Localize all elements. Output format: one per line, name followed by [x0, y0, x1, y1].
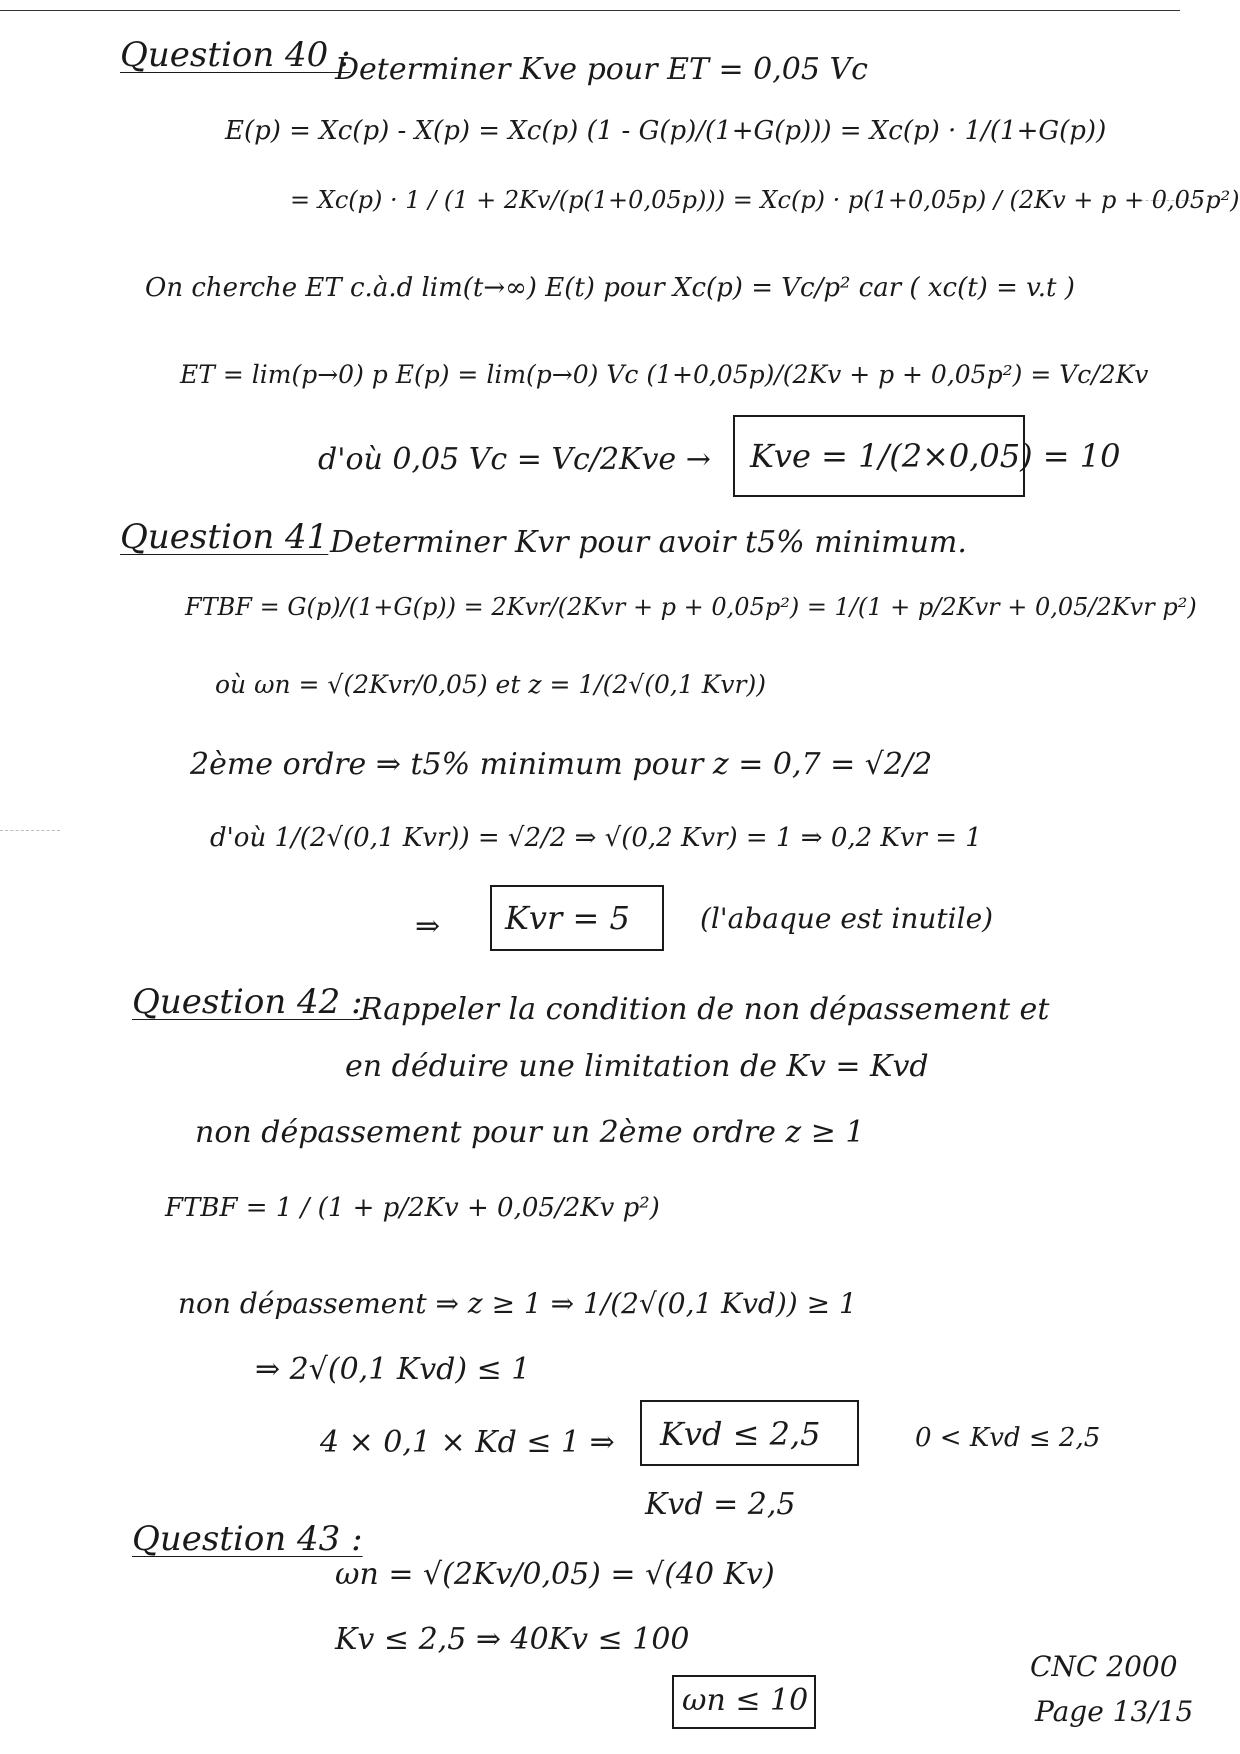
- q43-eq2: Kv ≤ 2,5 ⇒ 40Kv ≤ 100: [335, 1622, 690, 1657]
- top-rule: [0, 10, 1180, 11]
- q41-prompt: Determiner Kvr pour avoir t5% minimum.: [330, 525, 967, 560]
- q40-prompt: Determiner Kve pour ET = 0,05 Vc: [335, 52, 868, 87]
- q42-prompt-line2: en déduire une limitation de Kv = Kvd: [345, 1049, 929, 1084]
- q42-eq4: ⇒ 2√(0,1 Kvd) ≤ 1: [255, 1352, 531, 1387]
- q41-eq4: d'où 1/(2√(0,1 Kvr)) = √2/2 ⇒ √(0,2 Kvr) = 1 ⇒ 0,2 Kvr = 1: [210, 823, 982, 853]
- q43-eq1: ωn = √(2Kv/0,05) = √(40 Kv): [335, 1557, 775, 1592]
- q43-result: ωn ≤ 10: [682, 1683, 809, 1718]
- q41-eq5: ⇒: [415, 909, 441, 944]
- q40-eq1: E(p) = Xc(p) - X(p) = Xc(p) (1 - G(p)/(1+G(p))) = Xc(p) · 1/(1+G(p)): [225, 116, 1107, 146]
- q41-result: Kvr = 5: [505, 899, 630, 937]
- q41-eq2: où ωn = √(2Kvr/0,05) et z = 1/(2√(0,1 Kvr)): [215, 670, 766, 699]
- q42-range: 0 < Kvd ≤ 2,5: [915, 1423, 1101, 1453]
- q42-eq1: non dépassement pour un 2ème ordre z ≥ 1: [195, 1115, 865, 1150]
- q41-heading: Question 41: [120, 517, 329, 557]
- q42-heading: Question 42 :: [132, 982, 363, 1022]
- q42-prompt-line1: Rappeler la condition de non dépassement et: [360, 992, 1050, 1027]
- q42-value: Kvd = 2,5: [645, 1487, 796, 1522]
- q40-eq2: = Xc(p) · 1 / (1 + 2Kv/(p(1+0,05p))) = Xc(p) · p(1+0,05p) / (2Kv + p + 0,05p²): [290, 186, 1240, 214]
- q40-result: Kve = 1/(2×0,05) = 10: [750, 437, 1121, 475]
- footer-page: Page 13/15: [1035, 1695, 1194, 1728]
- q41-note: (l'abaque est inutile): [700, 902, 994, 935]
- q42-eq5: 4 × 0,1 × Kd ≤ 1 ⇒: [320, 1425, 615, 1460]
- left-dotted-line: [0, 830, 60, 831]
- q41-eq3: 2ème ordre ⇒ t5% minimum pour z = 0,7 = √2/2: [190, 747, 933, 782]
- q43-heading: Question 43 :: [132, 1519, 363, 1559]
- q40-heading: Question 40 :: [120, 35, 351, 75]
- q40-eq5: d'où 0,05 Vc = Vc/2Kve →: [318, 442, 711, 477]
- q40-eq4: ET = lim(p→0) p E(p) = lim(p→0) Vc (1+0,05p)/(2Kv + p + 0,05p²) = Vc/2Kv: [180, 360, 1149, 389]
- footer-exam: CNC 2000: [1030, 1650, 1178, 1683]
- q42-eq2: FTBF = 1 / (1 + p/2Kv + 0,05/2Kv p²): [165, 1193, 660, 1223]
- q42-result: Kvd ≤ 2,5: [660, 1415, 821, 1453]
- q40-eq3: On cherche ET c.à.d lim(t→∞) E(t) pour Xc(p) = Vc/p² car ( xc(t) = v.t ): [145, 273, 1075, 303]
- q41-eq1: FTBF = G(p)/(1+G(p)) = 2Kvr/(2Kvr + p + 0,05p²) = 1/(1 + p/2Kvr + 0,05/2Kvr p²): [185, 593, 1197, 621]
- q42-eq3: non dépassement ⇒ z ≥ 1 ⇒ 1/(2√(0,1 Kvd)) ≥ 1: [178, 1287, 857, 1320]
